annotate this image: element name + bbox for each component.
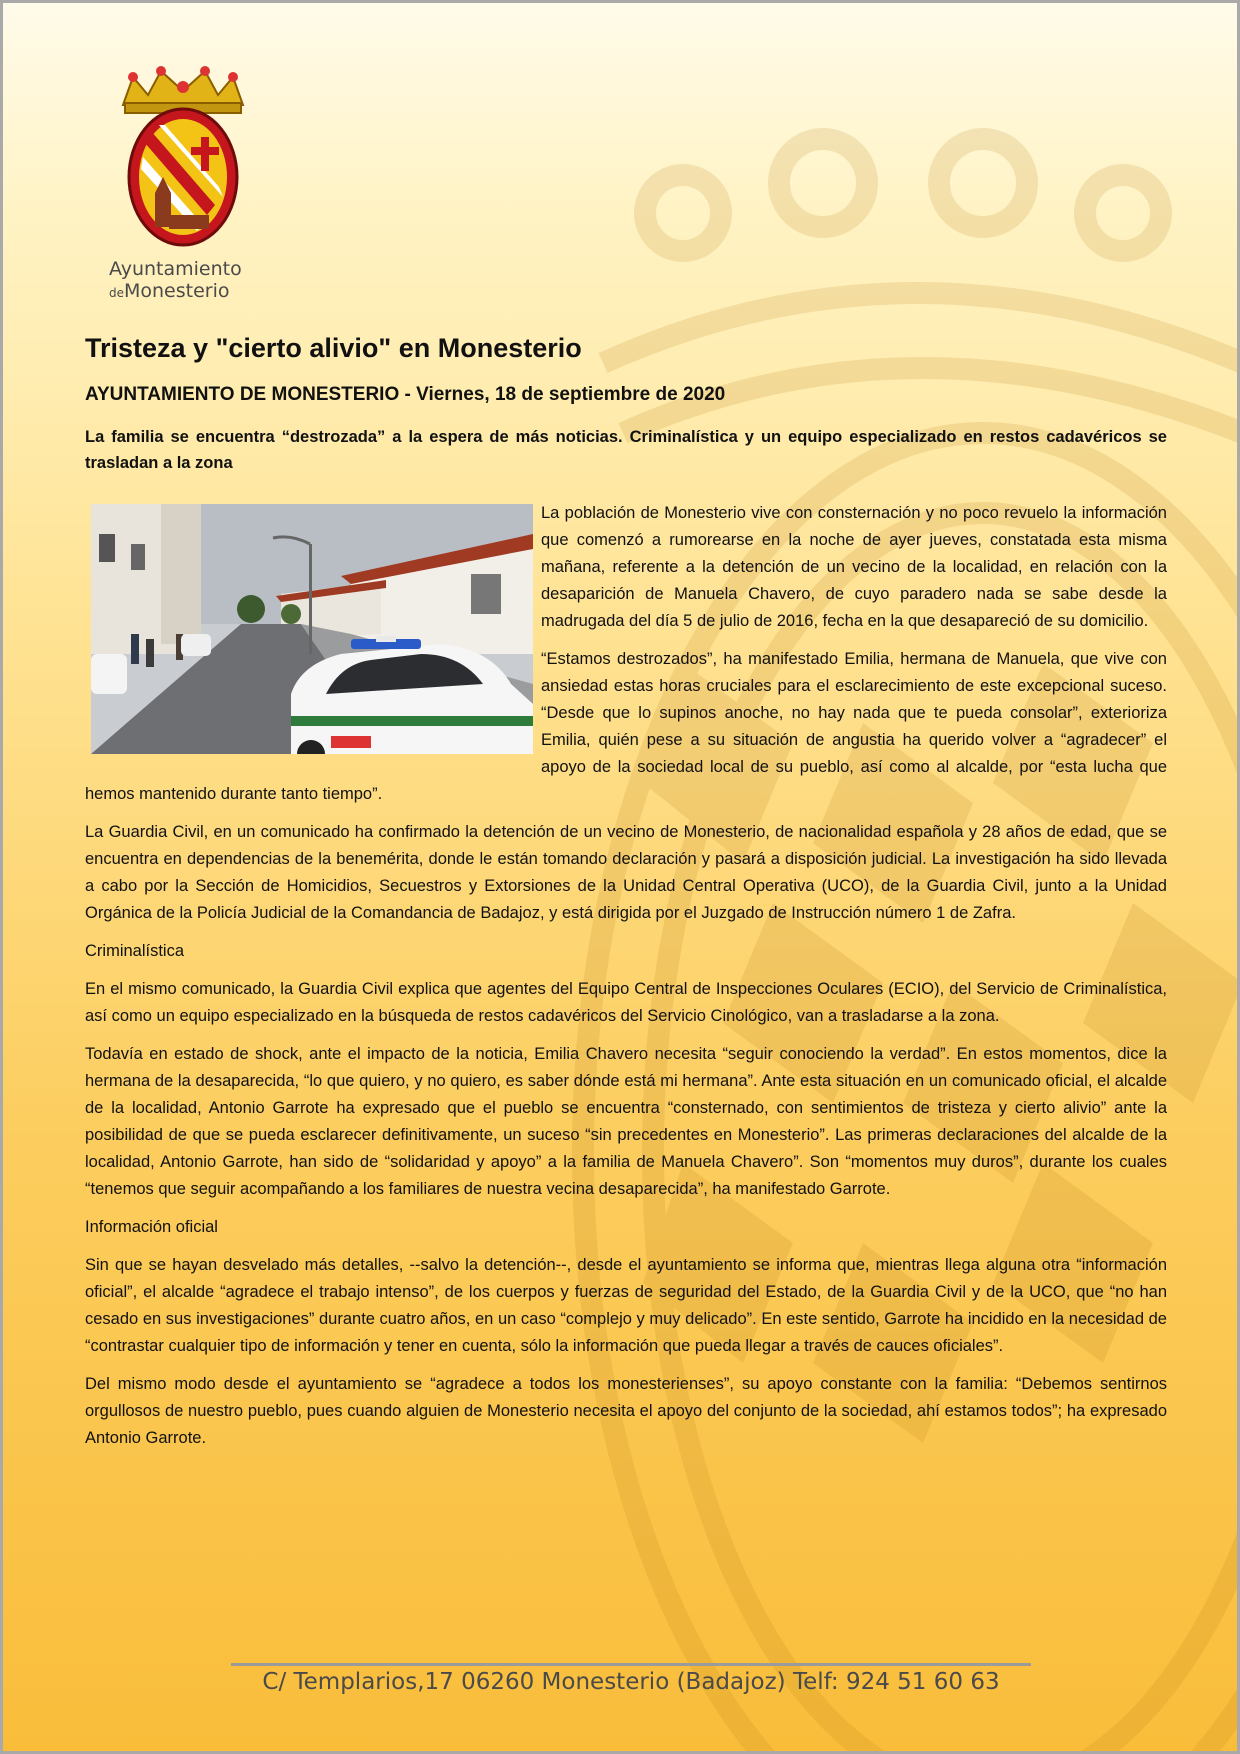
paragraph: En el mismo comunicado, la Guardia Civil explica que agentes del Equipo Central de Inspecciones Oculares (ECIO), del Servicio de Criminalística, así como un equipo especializado en la búsqueda de restos cadavéricos del Servicio Cinológico, van a trasladarse a la zona. (85, 980, 1167, 1025)
paragraph: Sin que se hayan desvelado más detalles, --salvo la detención--, desde el ayuntamiento se informa que, mientras llega alguna otra “información oficial”, el alcalde “agradece el trabajo intenso”, de los cuerpos y fuerzas de seguridad del Estado, de la Guardia Civil y de la UCO, que “no han cesado en sus investigaciones” durante cuatro años, en un caso “complejo y muy delicado”. En este sentido, Garrote ha incidido en la necesidad de “contrastar cualquier tipo de información y tener en cuenta, sólo la información que pueda llegar a través de cauces oficiales”. (85, 1256, 1167, 1355)
article (85, 333, 1167, 1463)
section-heading-informacion-oficial: Información oficial (85, 1218, 218, 1236)
paragraph: La población de Monesterio vive con consternación y no poco revuelo la información que comenzó a rumorearse en la noche de ayer jueves, constatada esta misma mañana, referente a la detención de un vecino de la localidad, en relación con la desaparición de Manuela Chavero, de cuyo paradero nada se sabe desde la madrugada del día 5 de julio de 2016, fecha en la que desapareció de su domicilio. (541, 504, 1167, 630)
paragraph: La Guardia Civil, en un comunicado ha confirmado la detención de un vecino de Monesterio, de nacionalidad española y 28 años de edad, que se encuentra en dependencias de la benemérita, donde le están tomando declaración y pasará a disposición judicial. La investigación ha sido llevada a cabo por la Sección de Homicidios, Secuestros y Extorsiones de la Unidad Central Operativa (UCO), de la Guardia Civil, junto a la Unidad Orgánica de la Policía Judicial de la Comandancia de Badajoz, y está dirigida por el Juzgado de Instrucción número 1 de Zafra. (85, 823, 1167, 922)
article-title: Tristeza y "cierto alivio" en Monesterio (85, 333, 582, 363)
logo-line-2: Monesterio (124, 280, 230, 302)
logo-line-1: Ayuntamiento (109, 258, 242, 280)
section-heading-criminalistica: Criminalística (85, 942, 185, 960)
paragraph: Todavía en estado de shock, ante el impacto de la noticia, Emilia Chavero necesita “seguir conociendo la verdad”. En estos momentos, dice la hermana de la desaparecida, “lo que quiero, y no quiero, es saber dónde está mi hermana”. Ante esta situación en un comunicado oficial, el alcalde de la localidad, Antonio Garrote ha expresado que el pueblo se encuentra “consternado, con sentimientos de tristeza y cierto alivio” ante la posibilidad de que se pueda esclarecer definitivamente, un suceso “sin precedentes en Monesterio”. Las primeras declaraciones del alcalde de la localidad, Antonio Garrote, han sido de “solidaridad y apoyo” a la familia de Manuela Chavero”. Son “momentos muy duros”, durante los cuales “tenemos que seguir acompañando a los familiares de nuestra vecina desaparecida”, ha manifestado Garrote. (85, 1045, 1167, 1198)
article-byline: AYUNTAMIENTO DE MONESTERIO - Viernes, 18 de septiembre de 2020 (85, 384, 726, 405)
article-subtitle: La familia se encuentra “destrozada” a la espera de más noticias. Criminalística y un equipo especializado en restos cadavéricos se trasladan a la zona (85, 428, 1167, 472)
logo-de: de (109, 286, 124, 300)
paragraph: Del mismo modo desde el ayuntamiento se “agradece a todos los monesterienses”, su apoyo constante con la familia: “Debemos sentirnos orgullosos de nuestro pueblo, pues cuando alguien de Monesterio necesita el apoyo del conjunto de la sociedad, ahí estamos todos”; ha expresado Antonio Garrote. (85, 1375, 1167, 1447)
footer-divider (231, 1663, 1031, 1666)
logo-caption (109, 258, 242, 304)
paragraph: “Estamos destrozados”, ha manifestado Emilia, hermana de Manuela, que vive con ansiedad estas horas cruciales para el esclarecimiento de este excepcional suceso. “Desde que lo supinos anoche, no hay nada que te pueda consolar”, exterioriza Emilia, quién pese a su situación de angustia ha querido volver a “agradecer” el apoyo de la sociedad local de su pueblo, así como al alcalde, por “esta lucha que hemos mantenido durante tanto tiempo”. (85, 650, 1167, 803)
street-photo (91, 504, 533, 754)
footer-address: C/ Templarios,17 06260 Monesterio (Badajoz) Telf: 924 51 60 63 (262, 1669, 1000, 1695)
